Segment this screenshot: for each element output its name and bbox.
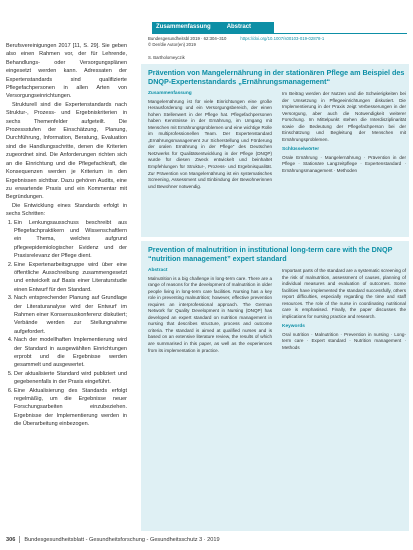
abstract-box-english — [141, 241, 409, 531]
keywords-label: Schlüsselwörter — [282, 147, 320, 153]
copyright: © Der/die Autor(en) 2019 — [148, 42, 196, 47]
article-title-german: Prävention von Mangelernährung in der stationären Pflege am Beispiel des DNQP-Expertenstandards „Ernährungsmanagement“ — [148, 68, 405, 86]
keywords: Oral nutrition · Malnutrition · Prevention in nursing · Long-term care · Expert standard · Nutrition management · Methods — [282, 331, 406, 351]
abstract-text: Important parts of the standard are a systematic screening of the risk of malnutrition, assessment of causes, planning of individual measures and evaluation of outcomes. Some facilities have implemented the standard successfully, others report difficulties, especially regarding the time and staff resources. The role of the nurse in coordinating nutritional care is emphasised. Finally, the paper discusses the implications for nursing practice and research. — [282, 268, 406, 319]
header-rule — [152, 33, 407, 34]
subhead: Zusammenfassung — [148, 91, 192, 96]
abstract-box-german — [141, 64, 409, 237]
tab-zusammenfassung: Zusammenfassung — [156, 24, 211, 30]
list-item: 4. Nach der modellhaften Implementierung wird der Standard in ausgewählten Einrichtungen erprobt und die Ergebnisse werden gesammelt und ausgewertet. — [14, 336, 127, 370]
list-item: 5. Der aktualisierte Standard wird publiziert und gegebenenfalls in der Praxis eingeführt. — [14, 370, 127, 387]
page-footer — [6, 536, 220, 543]
abstract-text: Malnutrition is a big challenge in long-term care. There are a range of reasons for the development of malnutrition in older people living in long-term care facilities. Nursing has a key role in preventing malnutrition; however, effective prevention requires an interprofessional approach. The German Network for Quality Development in Nursing (DNQP) has developed an expert standard on nutrition management in nursing that describes structure, process and outcome criteria. The standard is aimed at qualified nurses and is based on an extensive literature review, the results of which are summarised in this paper, as well as the experiences from its implementation in practice. — [148, 275, 272, 353]
abstract-text: Mangelernährung ist für viele Einrichtungen eine große Herausforderung und ein Versorgungsbereich, der einen hohen Stellenwert in der Pflege hat. Pflegefachpersonen haben Kenntnisse in der Ernährung, im Umgang mit Menschen mit Ernährungsproblemen und eine wichtige Rolle im multiprofessionellen Team. Der Expertenstandard „Ernährungsmanagement zur Sicherstellung und Förderung der oralen Ernährung in der Pflege“ des Deutschen Netzwerks für Qualitätsentwicklung in der Pflege (DNQP) wurde für diesen Zweck entwickelt und beinhaltet Empfehlungen für Struktur-, Prozess- und Ergebnisqualität. Zur Prävention von Mangelernährung ist ein systematisches Screening, Assessment und Einbindung der Bewohnerinnen und Bewohner notwendig. — [148, 98, 272, 189]
journal-name: Bundesgesundheitsblatt - Gesundheitsforschung - Gesundheitsschutz 3 · 2019 — [24, 536, 220, 543]
paragraph: Strukturell sind die Expertenstandards nach Struktur-, Prozess- und Ergebniskriterien in sechs Themenfelder aufgeteilt. Die Prozessstufen der Einschätzung, Planung, Durchführung, Information, Beratung, Evaluation sind die Handlungsschritte, denen die Kriterien zugeordnet sind. Die Anforderungen richten sich an die Einrichtung und die Pflegefachkraft, die Konsequenzen werden je Kriterium in den Ergebnissen sichtbar. Dazu gehören Audits, eine zu erwartende Praxis und ein Kommentar mit Begründungen. — [6, 101, 127, 201]
paragraph: Die Entwicklung eines Standards erfolgt in sechs Schritten: — [6, 202, 127, 218]
abstract-column — [148, 91, 272, 190]
doi-link[interactable]: https://doi.org/10.1007/s00103-019-02878-1 — [240, 36, 325, 41]
subhead: Abstract — [148, 268, 168, 273]
author-line: S. Bartholomeyczik — [148, 55, 185, 60]
list-item: 6. Eine Aktualisierung des Standards erfolgt regelmäßig, um die Ergebnisse neuer Forschungsarbeiten einzubeziehen. Ergebnisse der Implementierung werden in die Überarbeitung einbezogen. — [14, 387, 127, 429]
list-item: 2. Eine Expertenarbeitsgruppe wird über eine öffentliche Ausschreibung zusammengesetzt und entwickelt auf Basis einer Literaturstudie einen Entwurf für den Standard. — [14, 261, 127, 295]
left-column-text — [6, 42, 127, 429]
section-tab — [152, 22, 274, 33]
abstract-text: Im Beitrag werden der Nutzen und die Schwierigkeiten bei der Umsetzung in Pflegeeinrichtungen diskutiert. Die Implementierung in der Praxis zeigt Verbesserungen in der Versorgung, aber auch die Notwendigkeit weiterer Forschung. Im Mittelpunkt stehen die Interdisziplinarität sowie die Bedeutung der Pflegefachperson bei der Einschätzung und Begleitung der Menschen mit Ernährungsproblemen. — [282, 91, 406, 142]
divider — [19, 536, 20, 543]
paragraph: Berufsvereinigungen 2017 [11, S. 29]. Sie geben also einen Rahmen vor, der für Lehrende, Behandlungs- oder Versorgungsplänen eingesetzt werden kann. Adressaten der Expertenstandards sind qualifizierte Pflegefachpersonen in allen Arten von Versorgungseinrichtungen. — [6, 43, 127, 100]
abstract-column — [282, 91, 406, 175]
abstract-column — [148, 268, 272, 354]
page-number: 306 — [6, 536, 16, 543]
publication-info — [148, 36, 410, 48]
article-title-english: Prevention of malnutrition in institutional long-term care with the DNQP “nutrition management” expert standard — [148, 245, 393, 263]
tab-abstract: Abstract — [226, 24, 252, 30]
list-item: 3. Nach entsprechender Planung auf Grundlage der Literaturanalyse wird der Entwurf im Rahmen einer Konsensuskonferenz diskutiert; Verbände werden zur Stellungnahme aufgefordert. — [14, 294, 127, 336]
steps-list — [6, 219, 127, 429]
list-item: 1. Ein Lenkungsausschuss beschreibt aus Pflegefachpraktikern und Wissenschaftlern ein Thema, welches aufgrund pflegeepidemiologischer Evidenz und der Praxisrelevanz der Pflege dient. — [14, 219, 127, 261]
journal-citation: Bundesgesundheitsbl 2019 · 62:304–310 — [148, 36, 227, 41]
keywords-label: Keywords — [282, 324, 305, 330]
keywords: Orale Ernährung · Mangelernährung · Prävention in der Pflege · Stationäre Langzeitpflege · Expertenstandard · Ernährungsmanagement · Methoden — [282, 154, 406, 174]
abstract-column — [282, 268, 406, 352]
